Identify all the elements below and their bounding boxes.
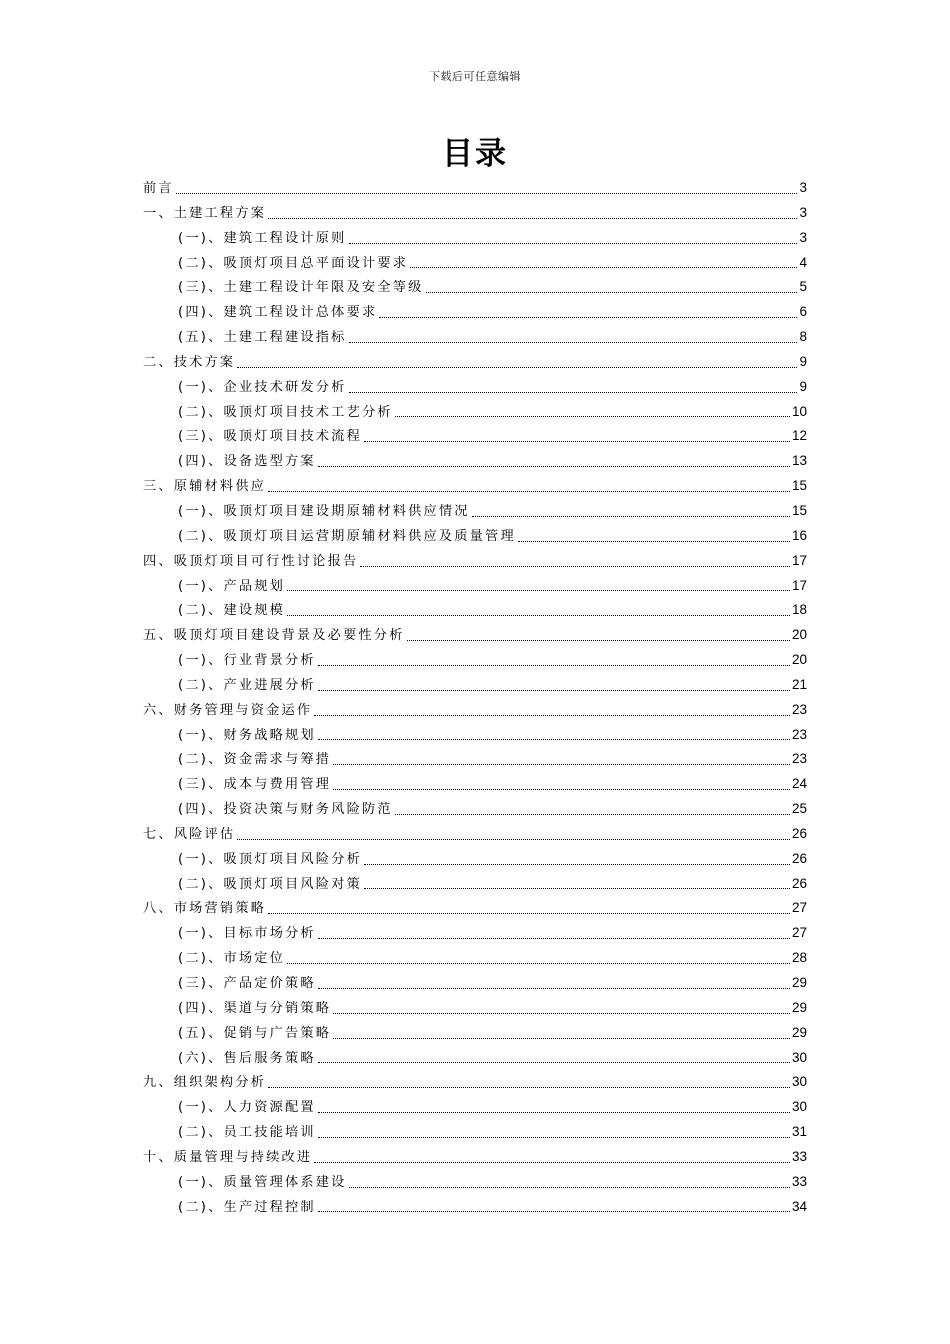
toc-entry-section[interactable] bbox=[143, 375, 807, 400]
page-header: 下载后可任意编辑 bbox=[429, 70, 521, 83]
toc-entry-label: 九、组织架构分析 bbox=[143, 1075, 267, 1091]
toc-page-number: 30 bbox=[791, 1049, 807, 1065]
toc-entry-chapter[interactable] bbox=[143, 474, 807, 499]
toc-page-number: 26 bbox=[791, 850, 807, 866]
toc-entry-label: 五、吸顶灯项目建设背景及必要性分析 bbox=[143, 628, 405, 644]
toc-entry-section[interactable] bbox=[143, 723, 807, 748]
toc-entry-chapter[interactable] bbox=[143, 698, 807, 723]
toc-leader-dots bbox=[268, 912, 790, 914]
toc-page-number: 27 bbox=[791, 925, 807, 941]
toc-leader-dots bbox=[333, 1012, 790, 1014]
toc-page-number: 26 bbox=[791, 875, 807, 891]
toc-entry-label: (一)、质量管理体系建设 bbox=[178, 1174, 347, 1190]
toc-entry-chapter[interactable] bbox=[143, 1070, 807, 1095]
toc-leader-dots bbox=[472, 515, 790, 517]
toc-page-number: 24 bbox=[791, 776, 807, 792]
toc-entry-section[interactable] bbox=[143, 524, 807, 549]
toc-page-number: 23 bbox=[791, 726, 807, 742]
toc-page-number: 23 bbox=[791, 701, 807, 717]
table-of-contents bbox=[143, 176, 807, 1219]
toc-leader-dots bbox=[360, 565, 790, 567]
toc-entry-label: (三)、产品定价策略 bbox=[178, 976, 316, 991]
toc-page-number: 16 bbox=[791, 527, 807, 543]
toc-page-number: 4 bbox=[799, 254, 807, 270]
toc-page-number: 12 bbox=[791, 428, 807, 444]
toc-leader-dots bbox=[349, 1186, 790, 1188]
toc-entry-label: (四)、设备选型方案 bbox=[178, 454, 316, 470]
toc-entry-section[interactable] bbox=[143, 325, 807, 350]
toc-page-number: 10 bbox=[791, 403, 807, 419]
toc-page-number: 8 bbox=[799, 329, 807, 345]
toc-entry-label: (六)、售后服务策略 bbox=[178, 1050, 316, 1066]
toc-page-number: 30 bbox=[791, 1099, 807, 1115]
toc-entry-label: 一、土建工程方案 bbox=[143, 205, 267, 221]
toc-page-number: 15 bbox=[791, 502, 807, 518]
toc-entry-label: (四)、渠道与分销策略 bbox=[178, 1000, 332, 1016]
toc-leader-dots bbox=[395, 415, 790, 417]
toc-entry-label: 前言 bbox=[143, 181, 174, 196]
toc-entry-label: (一)、吸顶灯项目建设期原辅材料供应情况 bbox=[178, 503, 470, 519]
toc-page-number: 20 bbox=[791, 652, 807, 668]
toc-page-number: 33 bbox=[791, 1148, 807, 1164]
toc-leader-dots bbox=[364, 440, 790, 442]
toc-entry-label: 四、吸顶灯项目可行性讨论报告 bbox=[143, 553, 359, 569]
toc-entry-chapter[interactable] bbox=[143, 176, 807, 201]
toc-entry-section[interactable] bbox=[143, 1195, 807, 1220]
toc-page-number: 23 bbox=[791, 751, 807, 767]
toc-entry-label: (一)、行业背景分析 bbox=[178, 653, 316, 669]
toc-leader-dots bbox=[318, 1136, 790, 1138]
toc-leader-dots bbox=[237, 838, 790, 840]
toc-leader-dots bbox=[349, 242, 798, 244]
toc-entry-section[interactable] bbox=[143, 251, 807, 276]
toc-entry-label: (三)、吸顶灯项目技术流程 bbox=[178, 429, 362, 445]
toc-leader-dots bbox=[318, 664, 790, 666]
toc-leader-dots bbox=[318, 738, 790, 740]
toc-entry-section[interactable] bbox=[143, 1046, 807, 1071]
toc-entry-label: (一)、目标市场分析 bbox=[178, 926, 316, 942]
toc-leader-dots bbox=[379, 316, 797, 318]
toc-page-number: 13 bbox=[791, 453, 807, 469]
toc-entry-section[interactable] bbox=[143, 747, 807, 772]
toc-page-number: 6 bbox=[799, 304, 807, 320]
page-title: 目录 bbox=[442, 136, 508, 172]
toc-leader-dots bbox=[287, 589, 790, 591]
toc-entry-chapter[interactable] bbox=[143, 623, 807, 648]
toc-leader-dots bbox=[407, 639, 790, 641]
toc-leader-dots bbox=[268, 490, 790, 492]
toc-entry-label: (二)、市场定位 bbox=[178, 951, 286, 967]
toc-entry-label: (二)、生产过程控制 bbox=[178, 1199, 316, 1215]
toc-entry-label: (二)、吸顶灯项目总平面设计要求 bbox=[178, 255, 409, 271]
toc-entry-chapter[interactable] bbox=[143, 1145, 807, 1170]
toc-entry-label: (二)、建设规模 bbox=[178, 603, 286, 619]
toc-leader-dots bbox=[318, 689, 790, 691]
toc-page-number: 33 bbox=[791, 1173, 807, 1189]
toc-entry-label: (五)、促销与广告策略 bbox=[178, 1025, 332, 1041]
toc-page-number: 34 bbox=[791, 1198, 807, 1214]
toc-entry-label: (四)、建筑工程设计总体要求 bbox=[178, 305, 378, 321]
toc-leader-dots bbox=[318, 987, 790, 989]
toc-entry-section[interactable] bbox=[143, 275, 807, 300]
toc-leader-dots bbox=[287, 962, 790, 964]
toc-page-number: 15 bbox=[791, 478, 807, 494]
toc-entry-section[interactable] bbox=[143, 921, 807, 946]
toc-leader-dots bbox=[364, 863, 790, 865]
toc-page-number: 9 bbox=[799, 353, 807, 369]
toc-leader-dots bbox=[314, 1161, 790, 1163]
toc-entry-label: (一)、企业技术研发分析 bbox=[178, 379, 347, 395]
toc-entry-label: (二)、吸顶灯项目技术工艺分析 bbox=[178, 404, 393, 420]
toc-leader-dots bbox=[176, 192, 798, 194]
toc-page-number: 30 bbox=[791, 1074, 807, 1090]
toc-entry-section[interactable] bbox=[143, 946, 807, 971]
toc-entry-section[interactable] bbox=[143, 797, 807, 822]
toc-entry-section[interactable] bbox=[143, 424, 807, 449]
toc-entry-section[interactable] bbox=[143, 673, 807, 698]
toc-entry-label: (二)、吸顶灯项目风险对策 bbox=[178, 876, 362, 892]
toc-entry-section[interactable] bbox=[143, 648, 807, 673]
toc-page-number: 18 bbox=[791, 602, 807, 618]
toc-entry-label: (四)、投资决策与财务风险防范 bbox=[178, 802, 393, 818]
toc-leader-dots bbox=[364, 887, 790, 889]
toc-entry-section[interactable] bbox=[143, 499, 807, 524]
toc-leader-dots bbox=[426, 291, 798, 293]
toc-entry-chapter[interactable] bbox=[143, 549, 807, 574]
toc-leader-dots bbox=[333, 788, 790, 790]
toc-leader-dots bbox=[318, 1061, 790, 1063]
toc-leader-dots bbox=[314, 714, 790, 716]
toc-page-number: 3 bbox=[799, 204, 807, 220]
toc-leader-dots bbox=[349, 341, 798, 343]
toc-leader-dots bbox=[318, 1210, 790, 1212]
toc-entry-section[interactable] bbox=[143, 449, 807, 474]
toc-entry-label: (一)、财务战略规划 bbox=[178, 727, 316, 743]
toc-page-number: 29 bbox=[791, 1024, 807, 1040]
toc-entry-label: (三)、土建工程设计年限及安全等级 bbox=[178, 280, 424, 296]
toc-entry-label: 二、技术方案 bbox=[143, 354, 236, 370]
toc-entry-section[interactable] bbox=[143, 300, 807, 325]
toc-entry-section[interactable] bbox=[143, 400, 807, 425]
toc-entry-label: (三)、成本与费用管理 bbox=[178, 777, 332, 793]
toc-leader-dots bbox=[349, 391, 798, 393]
toc-entry-section[interactable] bbox=[143, 772, 807, 797]
toc-leader-dots bbox=[318, 1111, 790, 1113]
toc-page-number: 3 bbox=[799, 180, 807, 195]
toc-entry-label: (二)、员工技能培训 bbox=[178, 1125, 316, 1141]
toc-page-number: 9 bbox=[799, 378, 807, 394]
toc-entry-label: 六、财务管理与资金运作 bbox=[143, 702, 313, 718]
toc-page-number: 29 bbox=[791, 999, 807, 1015]
toc-page-number: 25 bbox=[791, 801, 807, 817]
toc-page-number: 26 bbox=[791, 825, 807, 841]
toc-page-number: 31 bbox=[791, 1124, 807, 1140]
toc-leader-dots bbox=[268, 217, 797, 219]
toc-leader-dots bbox=[318, 465, 790, 467]
toc-page-number: 17 bbox=[791, 577, 807, 593]
toc-entry-label: (二)、吸顶灯项目运营期原辅材料供应及质量管理 bbox=[178, 528, 516, 544]
toc-entry-label: 三、原辅材料供应 bbox=[143, 479, 267, 495]
toc-leader-dots bbox=[268, 1086, 790, 1088]
toc-leader-dots bbox=[237, 366, 797, 368]
toc-entry-label: (五)、土建工程建设指标 bbox=[178, 330, 347, 346]
toc-entry-section[interactable] bbox=[143, 847, 807, 872]
toc-page-number: 29 bbox=[791, 975, 807, 990]
toc-page-number: 5 bbox=[799, 279, 807, 295]
toc-page-number: 27 bbox=[791, 900, 807, 916]
toc-entry-label: (一)、建筑工程设计原则 bbox=[178, 230, 347, 246]
toc-entry-section[interactable] bbox=[143, 872, 807, 897]
toc-entry-chapter[interactable] bbox=[143, 350, 807, 375]
toc-entry-label: (二)、资金需求与筹措 bbox=[178, 752, 332, 768]
toc-entry-label: 十、质量管理与持续改进 bbox=[143, 1149, 313, 1165]
toc-entry-section[interactable] bbox=[143, 574, 807, 599]
toc-page-number: 3 bbox=[799, 229, 807, 245]
toc-entry-label: 七、风险评估 bbox=[143, 826, 236, 842]
toc-page-number: 28 bbox=[791, 950, 807, 966]
toc-entry-chapter[interactable] bbox=[143, 201, 807, 226]
toc-entry-chapter[interactable] bbox=[143, 822, 807, 847]
toc-leader-dots bbox=[333, 1037, 790, 1039]
toc-leader-dots bbox=[395, 813, 790, 815]
toc-entry-label: (一)、人力资源配置 bbox=[178, 1100, 316, 1116]
toc-entry-chapter[interactable] bbox=[143, 896, 807, 921]
toc-page-number: 17 bbox=[791, 552, 807, 568]
toc-leader-dots bbox=[518, 540, 790, 542]
toc-entry-section[interactable] bbox=[143, 1170, 807, 1195]
toc-entry-label: (一)、产品规划 bbox=[178, 578, 286, 594]
toc-leader-dots bbox=[333, 763, 790, 765]
toc-leader-dots bbox=[318, 937, 790, 939]
toc-leader-dots bbox=[287, 614, 790, 616]
toc-entry-section[interactable] bbox=[143, 1120, 807, 1145]
toc-entry-section[interactable] bbox=[143, 1021, 807, 1046]
toc-entry-label: (二)、产业进展分析 bbox=[178, 677, 316, 693]
toc-page-number: 20 bbox=[791, 627, 807, 643]
toc-entry-section[interactable] bbox=[143, 971, 807, 996]
toc-entry-label: 八、市场营销策略 bbox=[143, 901, 267, 917]
toc-entry-section[interactable] bbox=[143, 1095, 807, 1120]
toc-leader-dots bbox=[410, 266, 797, 268]
toc-entry-section[interactable] bbox=[143, 996, 807, 1021]
toc-entry-section[interactable] bbox=[143, 598, 807, 623]
toc-entry-label: (一)、吸顶灯项目风险分析 bbox=[178, 851, 362, 867]
toc-page-number: 21 bbox=[791, 676, 807, 692]
toc-entry-section[interactable] bbox=[143, 226, 807, 251]
